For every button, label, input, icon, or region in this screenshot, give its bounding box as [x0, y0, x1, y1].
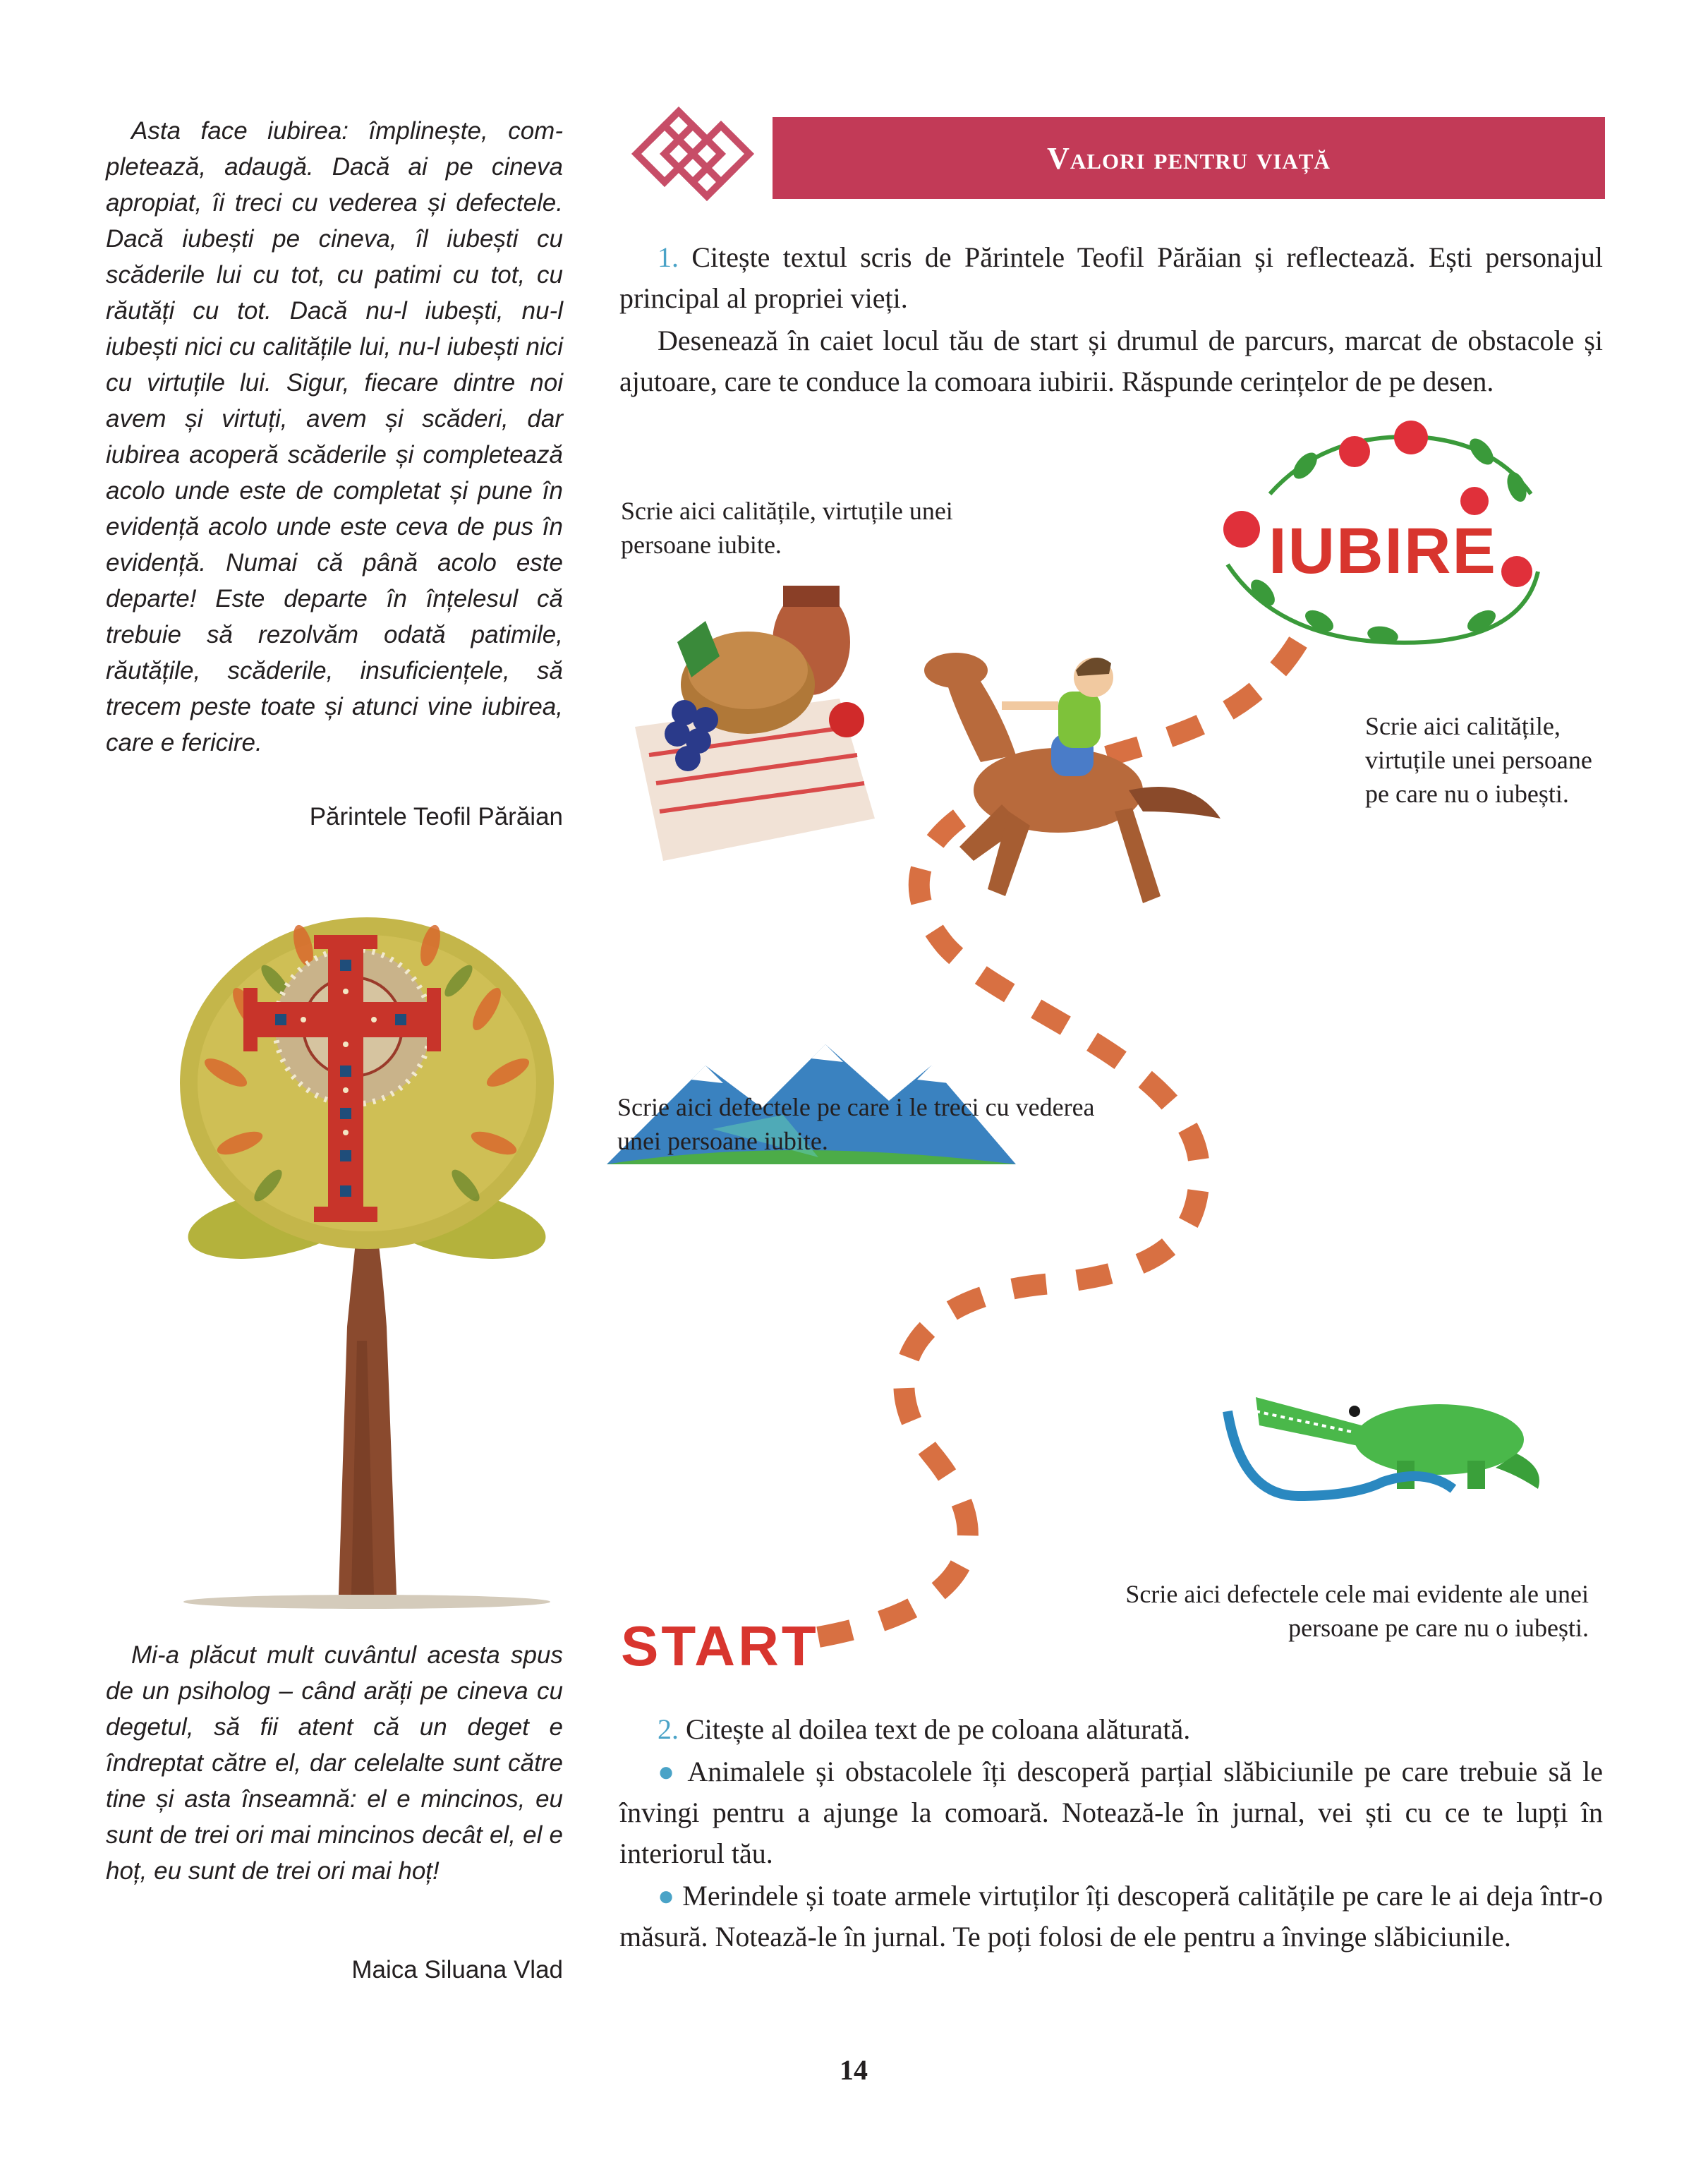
page-number: 14 [840, 2054, 868, 2086]
quote-siluana [106, 1637, 563, 1889]
knot-ornament-icon [622, 97, 777, 210]
iubire-goal: IUBIRE [1268, 515, 1497, 587]
exercise-2-bullet-1 [619, 1751, 1603, 1874]
label-loved-virtues: Scrie aici calitățile, virtuțile unei persoane iubite. [621, 497, 953, 559]
author-teofil: Părintele Teofil Părăian [309, 803, 563, 831]
exercise-2-intro [619, 1709, 1603, 1750]
exercise-1-number: 1. [658, 241, 679, 273]
cross-tree-illustration [162, 903, 571, 1623]
crocodile-illustration [1228, 1397, 1539, 1496]
exercise-1-line2: Desenează în caiet locul tău de start și drumul de parcurs, marcat de obstacole și ajutoare, care te conduce la comoara iubirii. Răspunde cerințelor de pe desen. [619, 325, 1603, 397]
quote-teofil-text: Asta face iubirea: împlinește, completează, adaugă. Dacă ai pe cineva apropiat, îi treci cu vederea și defectele. Dacă iubești pe cineva, îl iubești cu scăderile lui cu tot, cu patimi cu tot, cu răutăți cu tot. Dacă nu-l iubești, nu-l iubești nici cu calitățile lui, nu-l iubești nici cu virtuțile lui. Sigur, fiecare dintre noi avem și virtuți, avem și scăderi, dar iubirea acoperă scăderile și completează acolo unde este de completat și pune în evidență acolo unde este ceva de pus în evidență. Numai că până acolo este departe! Este departe în înțelesul că trebuie să rezolvăm odată patimile, răutățile, scăderile, insuficiențele, să trecem peste toate și atunci vine iubirea, care e fericire. [106, 117, 563, 756]
exercise-2-intro-text: Citește al doilea text de pe coloana alăturată. [686, 1713, 1191, 1745]
section-banner [773, 117, 1605, 199]
label-loved-defects: Scrie aici defectele pe care i le treci cu vederea unei persoane iubite. [617, 1093, 1095, 1155]
exercise-1-line1 [619, 237, 1603, 319]
quote-teofil [106, 113, 563, 761]
exercise-2-number: 2. [658, 1713, 679, 1745]
exercise-2 [619, 1709, 1603, 1959]
section-title: Valori pentru viață [1047, 140, 1331, 176]
exercise-1 [619, 237, 1603, 404]
bullet-icon: ● [658, 1756, 679, 1787]
rider-illustration [924, 653, 1221, 903]
exercise-1-text1: Citește textul scris de Părintele Teofil Părăian și reflectează. Ești personajul principal al propriei vieți. [619, 241, 1604, 314]
start-label: START [621, 1614, 819, 1677]
picnic-illustration [635, 586, 875, 861]
exercise-2-bullet-1-text: Animalele și obstacolele îți descoperă parțial slăbiciunile pe care trebuie să le învingi pentru a ajunge la comoară. Notează-le în jurnal, vei ști cu ce te lupți în interiorul tău. [619, 1756, 1603, 1869]
exercise-2-bullet-2 [619, 1876, 1603, 1957]
exercise-2-bullet-2-text: Merindele și toate armele virtuților îți descoperă calitățile pe care le ai deja într-o măsură. Notează-le în jurnal. Te poți folosi de ele pentru a învinge slăbiciunile. [619, 1880, 1603, 1952]
label-unloved-defects: Scrie aici defectele cele mai evidente ale unei persoane pe care nu o iubești. [1125, 1580, 1589, 1642]
bullet-icon: ● [658, 1880, 675, 1912]
author-siluana: Maica Siluana Vlad [351, 1956, 563, 1984]
quote-siluana-text: Mi-a plăcut mult cuvântul acesta spus de un psiholog – când arăți pe cineva cu degetul, să fii atent că un deget e îndreptat către el, dar celelalte sunt către tine și asta înseamnă: el e mincinos, eu sunt de trei ori mai mincinos decât el, el e hoț, eu sunt de trei ori mai hoț! [106, 1641, 563, 1885]
label-unloved-virtues: Scrie aici calitățile, virtuțile unei persoane pe care nu o iubești. [1365, 712, 1592, 808]
journey-map [607, 409, 1623, 1694]
